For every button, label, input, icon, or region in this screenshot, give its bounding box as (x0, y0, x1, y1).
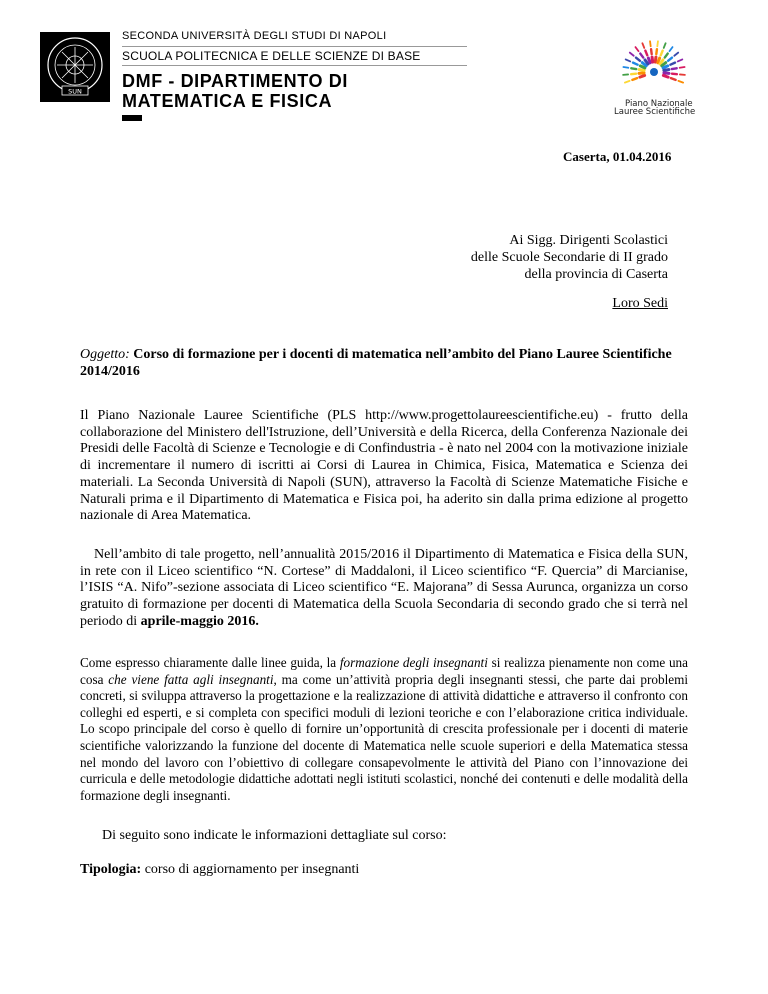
paragraph-tipologia (80, 862, 688, 879)
institution-block (122, 28, 467, 121)
department-name-line2: MATEMATICA E FISICA (122, 91, 333, 111)
pls-logo-ray (670, 47, 673, 51)
pls-logo-ray (680, 67, 685, 68)
pls-logo-ray (640, 66, 645, 68)
pls-logo (604, 38, 704, 120)
pls-logo-ray (655, 57, 656, 62)
pls-logo-ray (640, 54, 643, 58)
pls-logo-ray (661, 51, 663, 56)
pls-logo-ray (663, 66, 668, 68)
pls-logo-ray (636, 58, 640, 61)
pls-logo-ray (665, 54, 668, 58)
subject-text: Corso di formazione per i docenti di matematica nell’ambito del Piano Lauree Scientifiche 2014/2016 (80, 347, 672, 379)
paragraph-details-intro: Di seguito sono indicate le informazioni dettagliate sul corso: (102, 828, 447, 843)
paragraph-project-text: Nell’ambito di tale progetto, nell’annualità 2015/2016 il Dipartimento di Matematica e Fisica della SUN, in rete con il Liceo scientifico “N. Cortese” di Maddaloni, il Liceo scientifico “F. Quercia” di Marcianise, l’ISIS “A. Nifo”-sezione associata di Liceo scientifico “E. Majorana” di Sessa Aurunca, organizza un corso gratuito di formazione per docenti di Matematica della Scuola Secondaria di secondo grado che si terrà nel periodo di (80, 547, 688, 629)
university-name: SECONDA UNIVERSITÀ DEGLI STUDI DI NAPOLI (122, 30, 387, 42)
pls-logo-ray (664, 43, 666, 48)
header-accent-bar (122, 115, 142, 121)
pls-logo-ray (623, 67, 628, 68)
course-period: aprile-maggio 2016. (140, 613, 259, 629)
pls-logo-ray (671, 78, 676, 80)
paragraph-project (80, 547, 688, 631)
guidelines-text-a: Come espresso chiaramente dalle linee guida, la (80, 655, 340, 670)
pls-logo-ray (640, 75, 645, 77)
pls-logo-ray (658, 58, 660, 63)
tipologia-text: corso di aggiornamento per insegnanti (141, 862, 360, 877)
pls-logo-ray (630, 53, 634, 56)
pls-logo-ray (657, 41, 658, 46)
pls-logo-ray (664, 70, 669, 71)
guidelines-emph-2: che viene fatta agli insegnanti (108, 671, 274, 687)
addressee-block (471, 232, 668, 283)
pls-logo-graphic (604, 38, 704, 100)
pls-logo-ray (651, 49, 652, 54)
department-name-line1: DMF - DIPARTIMENTO DI (122, 71, 348, 91)
pls-logo-ray (648, 58, 650, 63)
subject-label: Oggetto: (80, 347, 130, 362)
pls-logo-center (650, 68, 658, 76)
pls-logo-ray (625, 81, 630, 83)
pls-logo-ray (626, 59, 631, 61)
pls-logo-ray (678, 81, 683, 83)
pls-logo-ray (633, 63, 638, 65)
tipologia-label: Tipologia: (80, 862, 142, 877)
guidelines-text-e: , ma come un’attività propria degli insegnanti stessi, che parte dai problemi concreti, si sviluppa attraverso la progettazione e la realizzazione di attività didattiche e attraverso il confronto con colleghi ed esperti, e si completa con specifici moduli di lezioni teoriche e con l’elaborazione critica individuale. Lo scopo principale del corso è quello di fornire un’opportunità di crescita professionale per i docenti di materie scientifiche valorizzando la funzione del docente di Matematica nelle scuole superiori e della Matematica stessa nel mondo del lavoro con l’obiettivo di collegare consapevolmente le attività del Piano con l’innovazione dei curricula e delle metodologie didattiche adottati negli istituti scolastici, nonché dei contenuti e delle modalità della formazione degli insegnanti. (80, 671, 689, 803)
seal-text: SUN (68, 87, 82, 96)
pls-logo-ray (650, 41, 651, 46)
pls-logo-ray (639, 70, 644, 71)
subject-line (80, 346, 680, 380)
paragraph-pls-intro: Il Piano Nazionale Lauree Scientifiche (PLS http://www.progettolaureescientifiche.eu) - frutto della collaborazione del Ministero dell'Istruzione, dell’Università e della Ricerca, della Conferenza Nazionale dei Presidi delle Facoltà di Scienze e Tecnologie e di Confindustria - è nato nel 2004 con la motivazione iniziale di incrementare il numero di iscritti ai Corsi di Laurea in Chimica, Fisica, Matematica e Scienza dei materiali. La Seconda Università di Napoli (SUN), attraverso la Facoltà di Scienze Matematiche Fisiche e Naturali prima e il Dipartimento di Matematica e Fisica poi, ha aderito sin dalla prima edizione al progetto nazionale di Area Matematica. (80, 408, 688, 524)
pls-logo-ray (631, 68, 636, 69)
addressee-line2: delle Scuole Secondarie di II grado (470, 250, 668, 265)
university-seal-logo (40, 32, 110, 102)
guidelines-emph-1: formazione degli insegnanti (339, 655, 488, 670)
pls-logo-line1: Piano Nazionale (625, 99, 693, 109)
pls-logo-ray (672, 68, 677, 69)
paragraph-guidelines (80, 655, 688, 804)
pls-logo-ray (642, 43, 644, 48)
pls-logo-ray (632, 78, 637, 80)
addressee-line3: della provincia di Caserta (524, 267, 668, 282)
school-name: SCUOLA POLITECNICA E DELLE SCIENZE DI BASE (122, 46, 467, 66)
pls-logo-line2: Lauree Scientifiche (614, 107, 696, 117)
guidelines-text-c: si realizza pienamente non come una cosa (80, 655, 688, 687)
pls-logo-ray (670, 63, 675, 65)
letter-date: Caserta, 01.04.2016 (563, 149, 672, 164)
pls-logo-ray (668, 58, 672, 61)
pls-logo-ray (663, 75, 668, 77)
pls-logo-ray (635, 47, 638, 51)
pls-logo-ray (656, 49, 657, 54)
pls-logo-ray (652, 57, 653, 62)
addressee-line1: Ai Sigg. Dirigenti Scolastici (509, 233, 668, 248)
letterhead (40, 28, 470, 124)
pls-logo-ray (645, 51, 647, 56)
pls-logo-ray (674, 53, 678, 56)
pls-logo-ray (678, 59, 683, 61)
loro-sedi: Loro Sedi (612, 296, 668, 311)
